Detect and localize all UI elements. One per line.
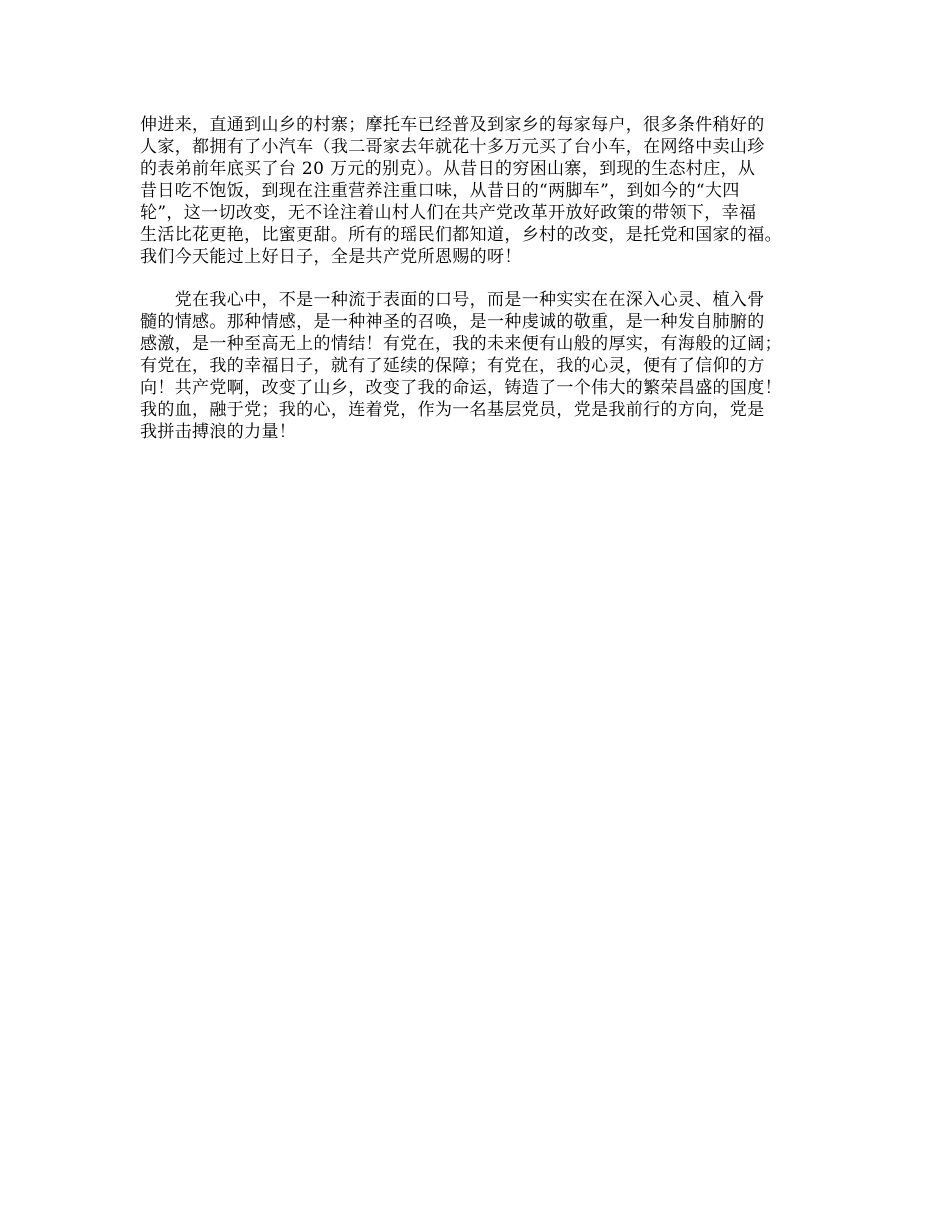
text-line: 轮”，这一切改变，无不诠注着山村人们在共产党改革开放好政策的带领下，幸福 <box>140 203 757 223</box>
text-line: 向！共产党啊，改变了山乡，改变了我的命运，铸造了一个伟大的繁荣昌盛的国度！ <box>140 378 782 398</box>
text-line: 我的血，融于党；我的心，连着党，作为一名基层党员，党是我前行的方向，党是 <box>140 400 765 420</box>
text-line: 我拼击搏浪的力量！ <box>140 422 297 442</box>
text-line: 我们今天能过上好日子，全是共产党所恩赐的呀！ <box>140 247 522 267</box>
text-line: 的表弟前年底买了台 20 万元的别克）。从昔日的穷困山寨，到现的生态村庄，从 <box>140 159 756 179</box>
text-line: 党在我心中，不是一种流于表面的口号，而是一种实实在在深入心灵、植入骨 <box>140 290 765 310</box>
text-line: 人家，都拥有了小汽车（我二哥家去年就花十多万元买了台小车，在网络中卖山珍 <box>140 137 765 157</box>
paragraph-gap <box>140 268 830 289</box>
text-line: 有党在，我的幸福日子，就有了延续的保障；有党在，我的心灵，便有了信仰的方 <box>140 356 765 376</box>
text-line: 昔日吃不饱饭，到现在注重营养注重口味，从昔日的“两脚车”，到如今的“大四 <box>140 181 740 201</box>
paragraph-1 <box>140 114 830 268</box>
text-line: 感激，是一种至高无上的情结！有党在，我的未来便有山般的厚实，有海般的辽阔； <box>140 334 782 354</box>
paragraph-2 <box>140 289 830 443</box>
text-line: 生活比花更艳，比蜜更甜。所有的瑶民们都知道，乡村的改变，是托党和国家的福。 <box>140 225 782 245</box>
text-line: 伸进来，直通到山乡的村寨；摩托车已经普及到家乡的每家每户，很多条件稍好的 <box>140 115 765 135</box>
document-body <box>140 114 830 443</box>
text-line: 髓的情感。那种情感，是一种神圣的召唤，是一种虔诚的敬重，是一种发自肺腑的 <box>140 312 765 332</box>
